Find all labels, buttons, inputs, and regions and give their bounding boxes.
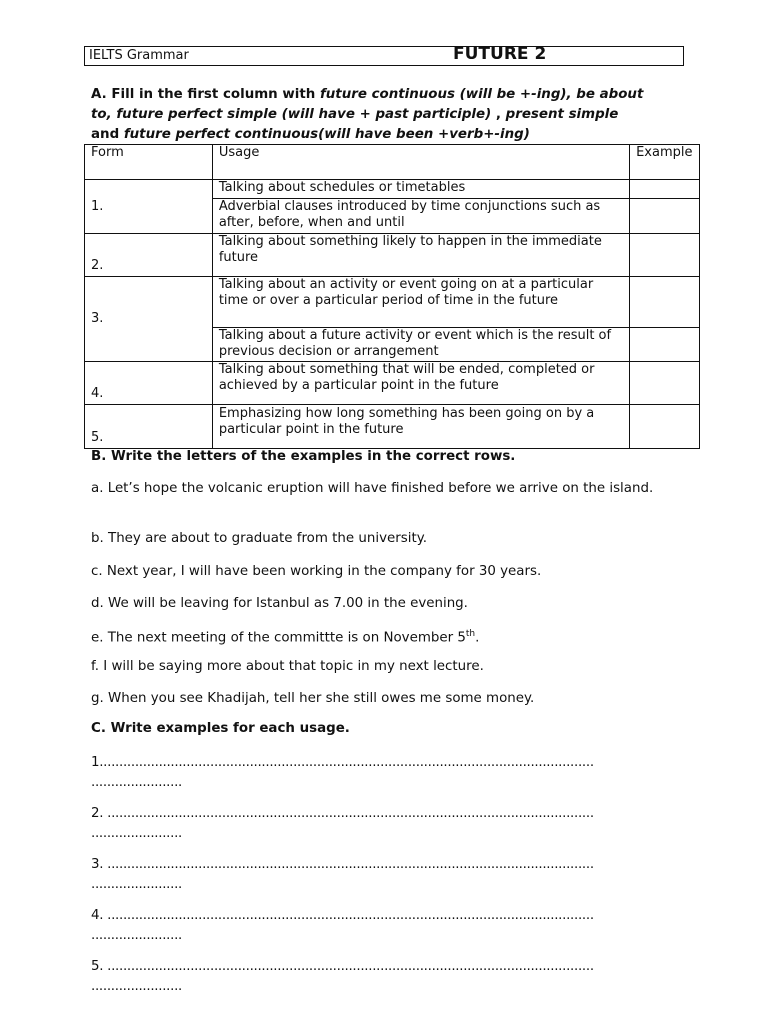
- section-a-forms-3: future perfect continuous(will have been +verb+-ing): [123, 127, 530, 142]
- example-e-end: .: [475, 630, 480, 646]
- example-g: g. When you see Khadijah, tell her she still owes me some money.: [91, 691, 535, 706]
- section-a-text-2: ,: [491, 107, 506, 122]
- answer-line-5[interactable]: 5. ...........................................................................................................................: [91, 959, 594, 974]
- header-subject: IELTS Grammar: [89, 48, 189, 63]
- example-cell[interactable]: [630, 199, 700, 234]
- example-f: f. I will be saying more about that topic in my next lecture.: [91, 659, 484, 674]
- form-cell-1[interactable]: 1.: [85, 180, 213, 234]
- section-b-title: B. Write the letters of the examples in the correct rows.: [91, 449, 516, 464]
- answer-line-4-cont[interactable]: .......................: [91, 928, 182, 943]
- form-cell-4[interactable]: 4.: [85, 362, 213, 405]
- header-form: Form: [85, 145, 213, 180]
- form-cell-2[interactable]: 2.: [85, 234, 213, 277]
- header-example: Example: [630, 145, 700, 180]
- example-c: c. Next year, I will have been working in the company for 30 years.: [91, 564, 542, 579]
- answer-line-4[interactable]: 4. ...........................................................................................................................: [91, 908, 594, 923]
- answer-line-5-cont[interactable]: .......................: [91, 979, 182, 994]
- usage-cell: Talking about something likely to happen in the immediate future: [212, 234, 629, 277]
- section-a-forms-2: present simple: [505, 107, 619, 122]
- usage-cell: Talking about something that will be ended, completed or achieved by a particular point in the future: [212, 362, 629, 405]
- answer-line-1-cont[interactable]: .......................: [91, 775, 182, 790]
- example-e-text: e. The next meeting of the committte is on November 5: [91, 630, 466, 646]
- answer-line-2-cont[interactable]: .......................: [91, 826, 182, 841]
- usage-cell: Emphasizing how long something has been going on by a particular point in the future: [212, 405, 629, 449]
- answer-line-3[interactable]: 3. ...........................................................................................................................: [91, 857, 594, 872]
- section-a-instructions: [91, 85, 651, 145]
- section-c-title: C. Write examples for each usage.: [91, 721, 350, 736]
- form-cell-5[interactable]: 5.: [85, 405, 213, 449]
- usage-cell: Adverbial clauses introduced by time conjunctions such as after, before, when and until: [212, 199, 629, 234]
- usage-cell: Talking about schedules or timetables: [212, 180, 629, 199]
- example-cell[interactable]: [630, 328, 700, 362]
- section-a-forms-1: future continuous (will be +-ing), be about to, future perfect simple (will have + past participle): [91, 87, 644, 122]
- worksheet-header: [84, 46, 684, 66]
- header-usage: Usage: [212, 145, 629, 180]
- usage-table: [84, 144, 700, 449]
- example-cell[interactable]: [630, 234, 700, 277]
- section-a-text-1: A. Fill in the first column with: [91, 87, 320, 102]
- section-a-text-3: and: [91, 127, 124, 142]
- answer-line-2[interactable]: 2. ...........................................................................................................................: [91, 806, 594, 821]
- example-e: [91, 625, 681, 647]
- usage-cell: Talking about an activity or event going on at a particular time or over a particular period of time in the future: [212, 277, 629, 328]
- example-cell[interactable]: [630, 180, 700, 199]
- example-b: b. They are about to graduate from the university.: [91, 531, 427, 546]
- example-cell[interactable]: [630, 362, 700, 405]
- answer-line-3-cont[interactable]: .......................: [91, 877, 182, 892]
- usage-cell: Talking about a future activity or event which is the result of previous decision or arrangement: [212, 328, 629, 362]
- example-a: a. Let’s hope the volcanic eruption will have finished before we arrive on the island.: [91, 481, 654, 496]
- example-d: d. We will be leaving for Istanbul as 7.00 in the evening.: [91, 596, 468, 611]
- header-title: FUTURE 2: [453, 44, 547, 64]
- form-cell-3[interactable]: 3.: [85, 277, 213, 362]
- example-cell[interactable]: [630, 405, 700, 449]
- example-cell[interactable]: [630, 277, 700, 328]
- ordinal-suffix: th: [465, 629, 476, 639]
- answer-line-1[interactable]: 1.............................................................................................................................: [91, 755, 594, 770]
